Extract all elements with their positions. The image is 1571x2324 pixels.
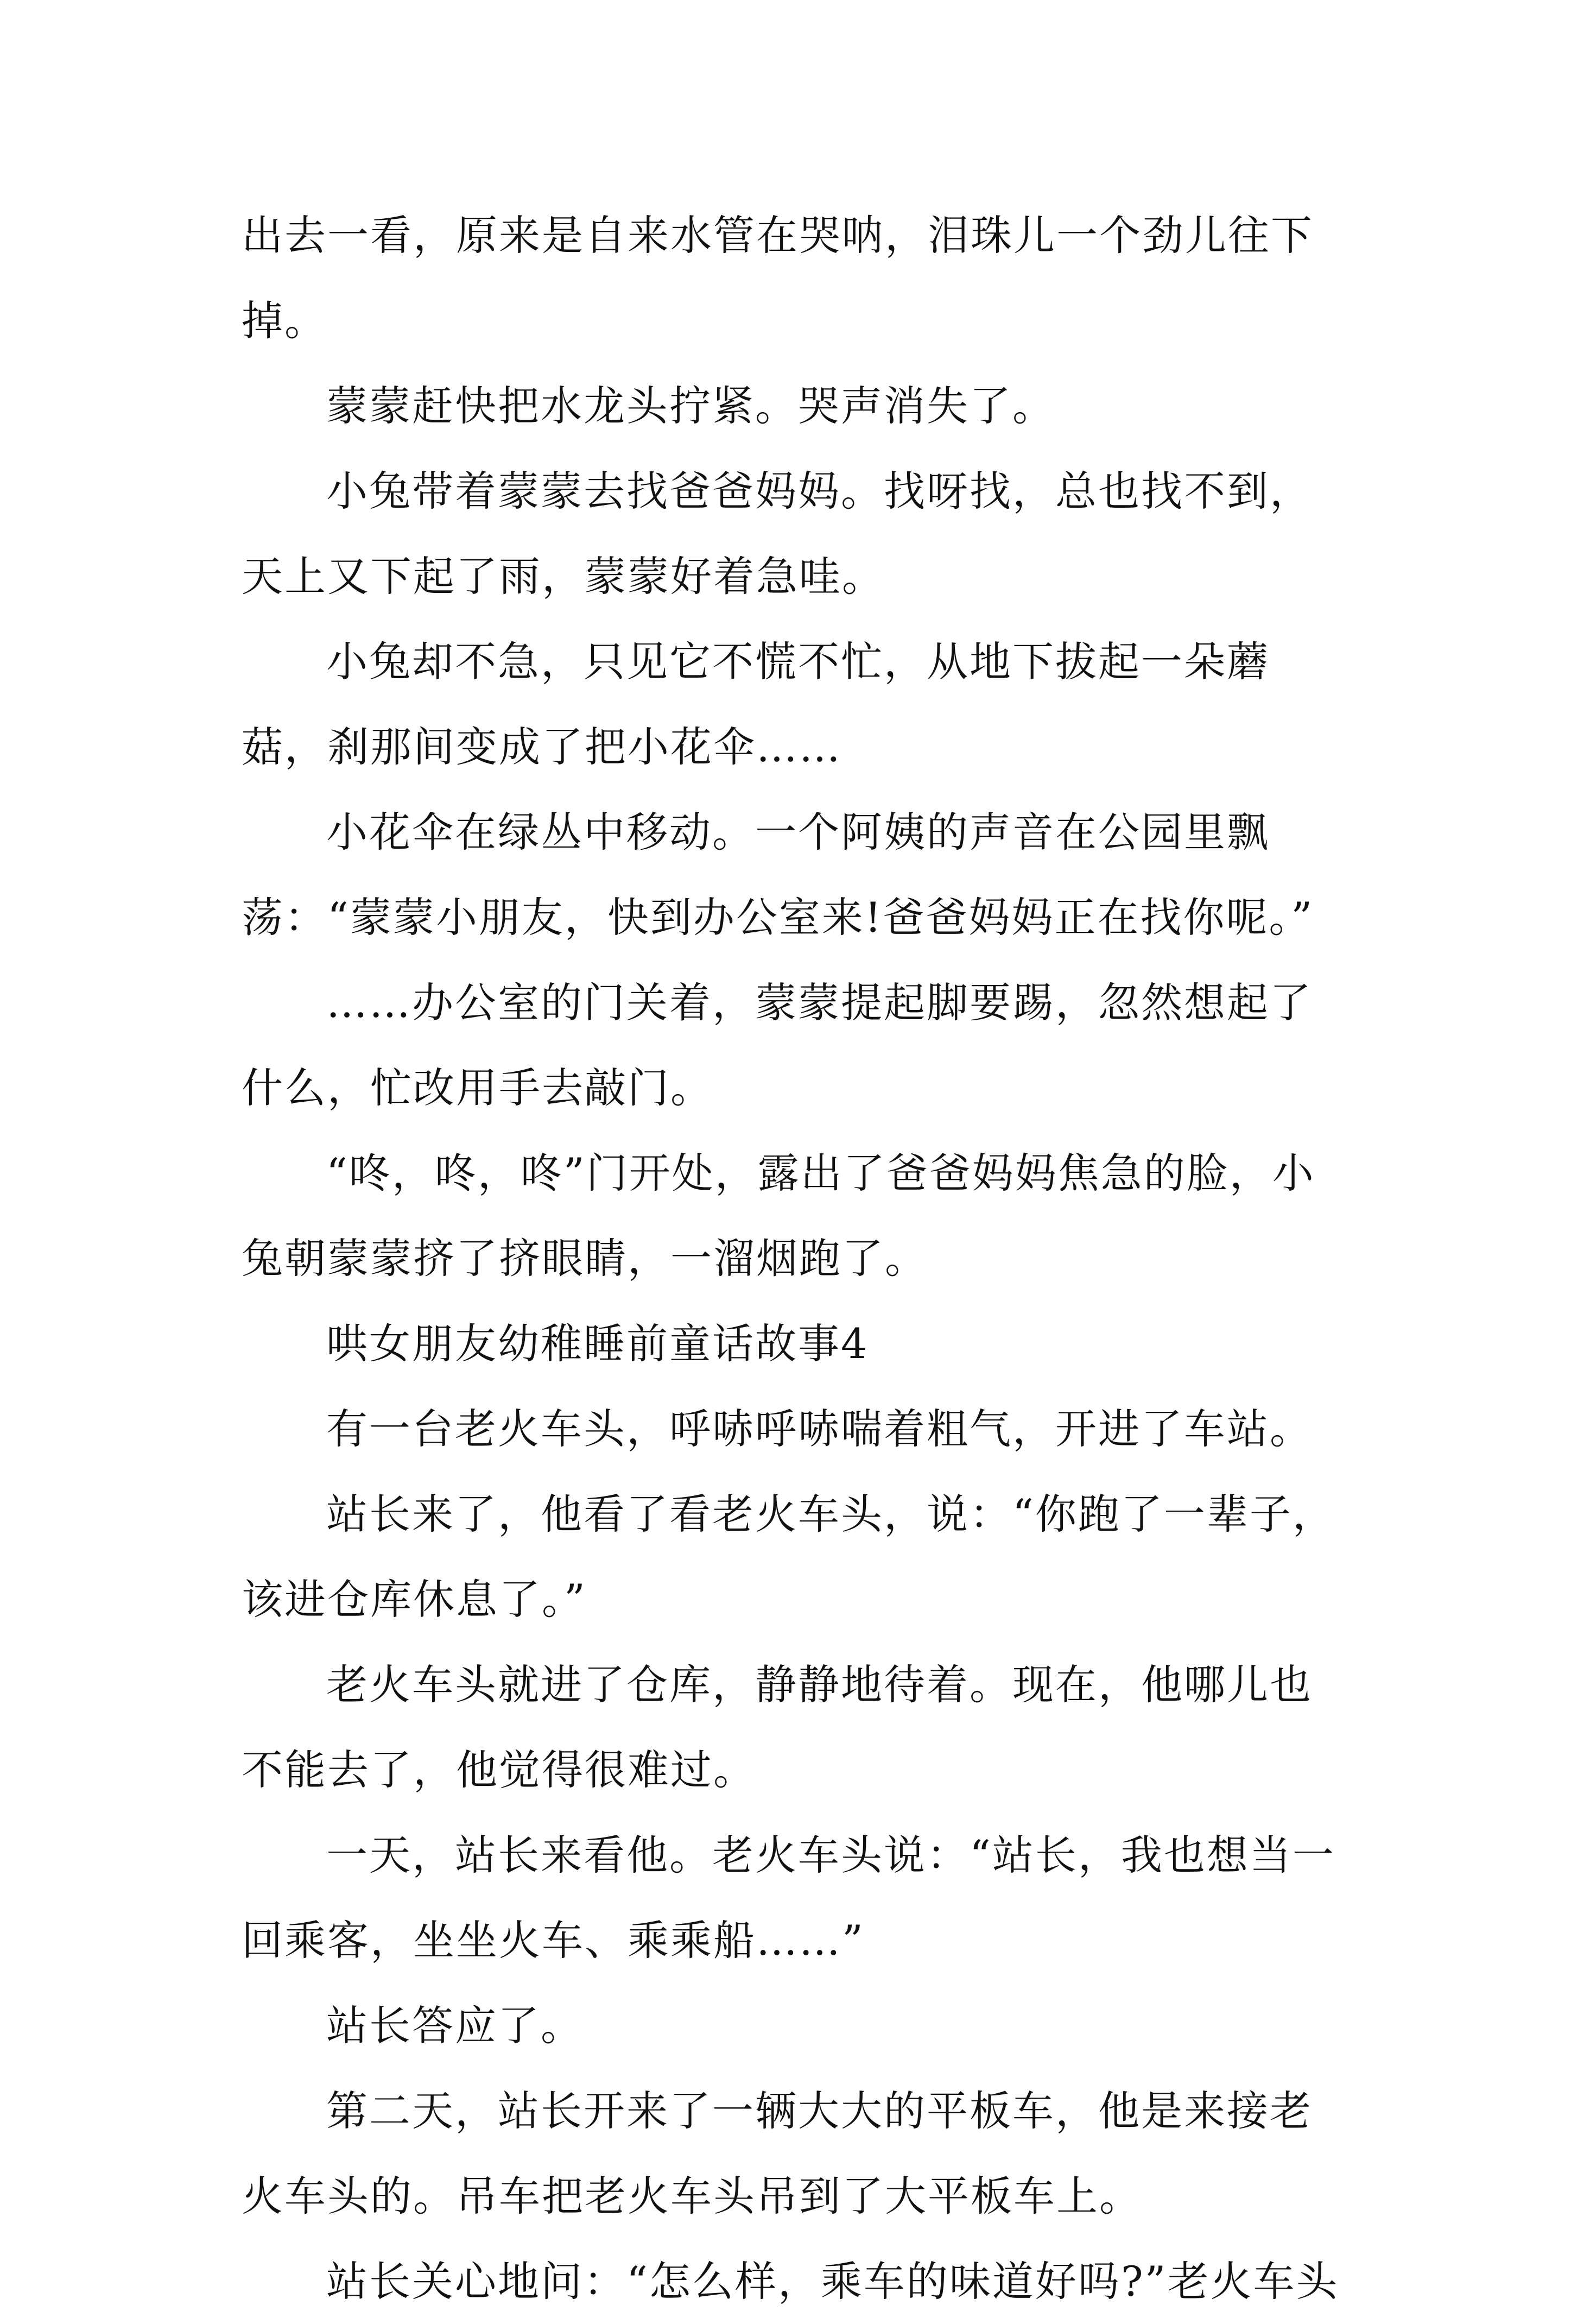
paragraph: ……办公室的门关着，蒙蒙提起脚要踢，忽然想起了什么，忙改用手去敲门。 [242, 978, 1313, 1112]
paragraph: 出去一看，原来是自来水管在哭呐，泪珠儿一个劲儿往下掉。 [242, 211, 1314, 345]
paragraph: 老火车头就进了仓库，静静地待着。现在，他哪儿也不能去了，他觉得很难过。 [242, 1660, 1313, 1794]
paragraph: 小兔却不急，只见它不慌不忙，从地下拔起一朵蘑菇，刹那间变成了把小花伞…… [242, 637, 1270, 771]
paragraph: 站长答应了。 [326, 2001, 584, 2050]
paragraph: 站长关心地问：“怎么样，乘车的味道好吗?”老火车头 [326, 2257, 1339, 2306]
paragraph: 有一台老火车头，呼哧呼哧喘着粗气，开进了车站。 [326, 1405, 1313, 1453]
paragraph: 站长来了，他看了看老火车头，说：“你跑了一辈子，该进仓库休息了。” [242, 1490, 1335, 1624]
paragraph: 小花伞在绿丛中移动。一个阿姨的声音在公园里飘荡：“蒙蒙小朋友，快到办公室来!爸爸妈妈正在找你呢。” [242, 808, 1314, 942]
paragraph: 小兔带着蒙蒙去找爸爸妈妈。找呀找，总也找不到，天上又下起了雨，蒙蒙好着急哇。 [242, 467, 1313, 601]
paragraph: 蒙蒙赶快把水龙头拧紧。哭声消失了。 [326, 382, 1055, 430]
paragraph: 第二天，站长开来了一辆大大的平板车，他是来接老火车头的。吊车把老火车头吊到了大平板车上。 [242, 2087, 1313, 2220]
section-heading: 哄女朋友幼稚睡前童话故事4 [326, 1319, 869, 1368]
document-body [242, 193, 1349, 2324]
paragraph: 一天，站长来看他。老火车头说：“站长，我也想当一回乘客，坐坐火车、乘乘船……” [242, 1831, 1335, 1965]
paragraph: “咚，咚，咚”门开处，露出了爸爸妈妈焦急的脸，小兔朝蒙蒙挤了挤眼睛，一溜烟跑了。 [242, 1149, 1315, 1283]
